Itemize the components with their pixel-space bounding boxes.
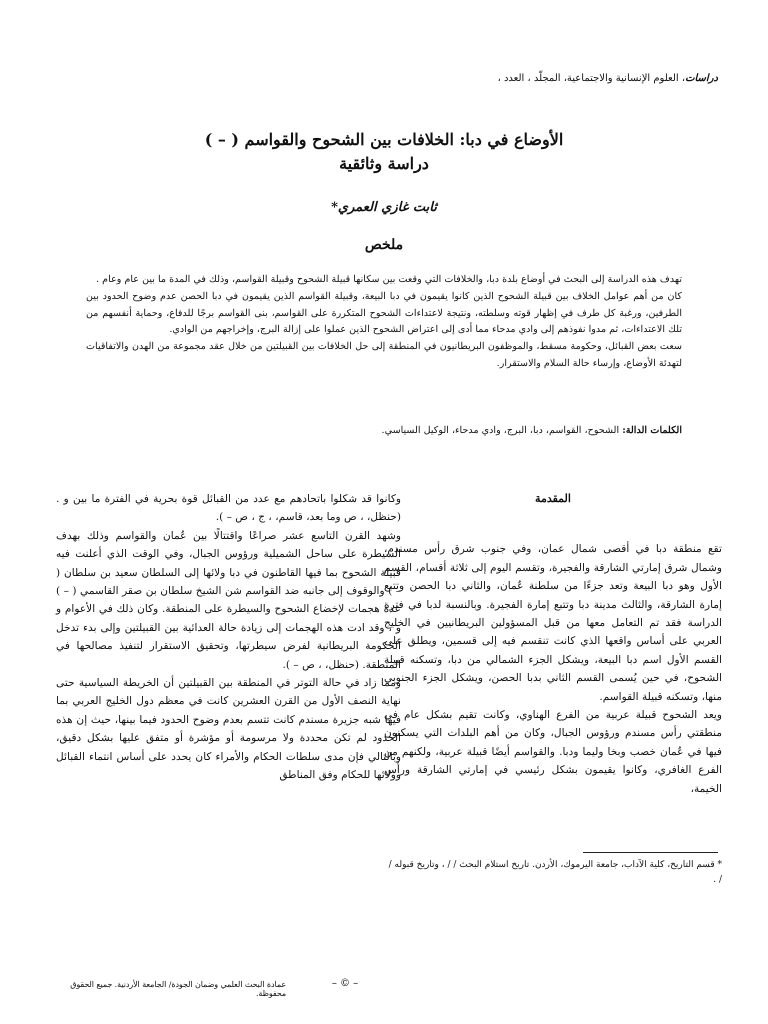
- abstract-paragraph: كان من أهم عوامل الخلاف بين قبيلة الشحوح الذين كانوا يقيمون في دبا البيعة، وقبيلة القواسم الذين يقيمون في دبا الحصن عدم وضوح الحدود بين الطرفين، ورغبة كل طرف في إظهار قوته وسلطته، ونتيجة لاعتداءات الشحوح المتكررة على القواسم، بنى القواسم برجًا للدفاع، وحماية أنفسهم من تلك الاعتداءات، ثم مدوا نفوذهم إلى وادي مدحاء مما أدى إلى اعتراض الشحوح الذين عملوا على إزالة البرج، وإخراجهم من الوادي.: [86, 290, 682, 336]
- author-name: ثابت غازي العمري*: [331, 200, 437, 215]
- body-paragraph: تقع منطقة دبا في أقصى شمال عمان، وفي جنوب شرق رأس مسندم، وشمال شرق إمارتي الشارقة والفجيرة، وتقسم اليوم إلى ثلاثة أقسام، القسم الأول وهو دبا البيعة وتعد جزءًا من سلطنة عُمان، والثاني دبا الحصن وتتبع إمارة الشارقة، والثالث مدينة دبا وتتبع إمارة الفجيرة. وبالنسبة لدبا في فترة الدراسة فقد تم التعامل معها من قبل المسؤولين البريطانيين في الخليج العربي على أساس واقعها الذي كانت تنقسم فيه إلى قسمين، ويطلق على القسم الأول اسم دبا البيعة، ويشكل الجزء الشمالي من دبا، وتسكنه قبيلة الشحوح، في حين يُسمى القسم الثاني بدبا الحصن، ويشكل الجزء الجنوبي منها، وتسكنه قبيلة القواسم.: [384, 543, 722, 703]
- abstract-paragraph: تهدف هذه الدراسة إلى البحث في أوضاع بلدة دبا، والخلافات التي وقعت بين سكانها قبيلة الشحوح وقبيلة القواسم، وذلك في المدة ما بين عام وعام .: [96, 274, 682, 285]
- copyright-credit: عمادة البحث العلمي وضمان الجودة/ الجامعة الأردنية. جميع الحقوق محفوظة.: [70, 980, 286, 998]
- abstract-body: [86, 272, 682, 373]
- abstract-heading: ملخص: [364, 237, 404, 253]
- column-right: [384, 490, 722, 798]
- running-head: [60, 73, 718, 84]
- column-left: [56, 490, 401, 785]
- keywords: [86, 425, 682, 436]
- article-title-line-1: الأوضاع في دبا: الخلافات بين الشحوح والقواسم ( – ): [204, 130, 564, 149]
- introduction-heading: المقدمة: [535, 492, 571, 505]
- abstract-paragraph: سعت بعض القبائل، وحكومة مسقط، والموظفون البريطانيون في المنطقة إلى حل الخلافات بين القبيلتين من خلال عقد مجموعة من الهدن والاتفاقيات لتهدئة الأوضاع، وإرساء حالة السلام والاستقرار.: [86, 341, 682, 369]
- body-paragraph: وكانوا قد شكلوا باتحادهم مع عدد من القبائل قوة بحرية في الفترة ما بين و . (حنظل، ، ص وما بعد، قاسم، ، ج ، ص – ).: [56, 493, 401, 524]
- author-footnote: * قسم التاريخ، كلية الآداب، جامعة اليرموك، الأردن. تاريخ استلام البحث / / ، وتاريخ قبوله / / .: [388, 860, 722, 885]
- body-paragraph: ومما زاد في حالة التوتر في المنطقة بين القبيلتين أن الخريطة السياسية حتى نهاية النصف الأول من القرن العشرين كانت في معظم دول الخليج العربي بما فيها شبه جزيرة مسندم كانت تتسم بعدم وضوح الحدود فيما بينها، حيث إن هذه الحدود لم تكن محددة ولا مرسومة أو مؤشرة أو متفق عليها بشكل دقيق، وبالتالي فإن مدى سلطات الحكام والأمراء كان يحدد على أساس انتماء القبائل وولائها للحكام وفق المناطق: [56, 677, 401, 782]
- body-paragraph: وشهد القرن التاسع عشر صراعًا واقتتالًا بين عُمان والقواسم وذلك بهدف السيطرة على ساحل الشميلية ورؤوس الجبال، وفي الوقت الذي أعلنت فيه قبيلة الشحوح بما فيها القاطنون في دبا ولائها إلى السلطان سعيد بن سلطان ( – ) والوقوف إلى جانبه ضد القواسم شن الشيخ سلطان بن صقر القاسمي ( – ) عدة هجمات لإخضاع الشحوح والسيطرة على المنطقة. وكان ذلك في الأعوام و و ، وقد ادت هذه الهجمات إلى زيادة حالة العدائية بين القبيلتين وإلى بدء تدخل الحكومة البريطانية لفرض سيطرتها، وتحقيق الاستقرار لتنفيذ مصالحها في المنطقة. (حنظل، ، ص – ).: [56, 529, 401, 671]
- article-title: [120, 128, 648, 176]
- article-title-line-2: دراسة وثائقية: [339, 154, 429, 173]
- footnote-rule: [583, 852, 718, 853]
- body-paragraph: ويعد الشحوح قبيلة عربية من الفرع الهناوي، وكانت تقيم بشكل عام في منطقتي رأس مسندم ورؤوس الجبال، وكان من أهم البلدات التي يسكنون فيها في عُمان خصب وبخا وليما ودبا. والقواسم أيضًا قبيلة عربية، ولكنهم من الفرع الغافري، وكانوا يقيمون بشكل رئيسي في إمارتي الشارقة ورأس الخيمة،: [384, 709, 722, 795]
- keywords-text: الشحوح، القواسم، دبا، البرج، وادي مدحاء، الوكيل السياسي.: [381, 425, 620, 436]
- journal-name: دراسات: [685, 73, 718, 84]
- page-footer-copyright: – © –: [331, 978, 359, 989]
- running-head-text: ، العلوم الإنسانية والاجتماعية، المجلّد ، العدد ،: [497, 73, 686, 84]
- keywords-label: الكلمات الدالة:: [622, 425, 682, 436]
